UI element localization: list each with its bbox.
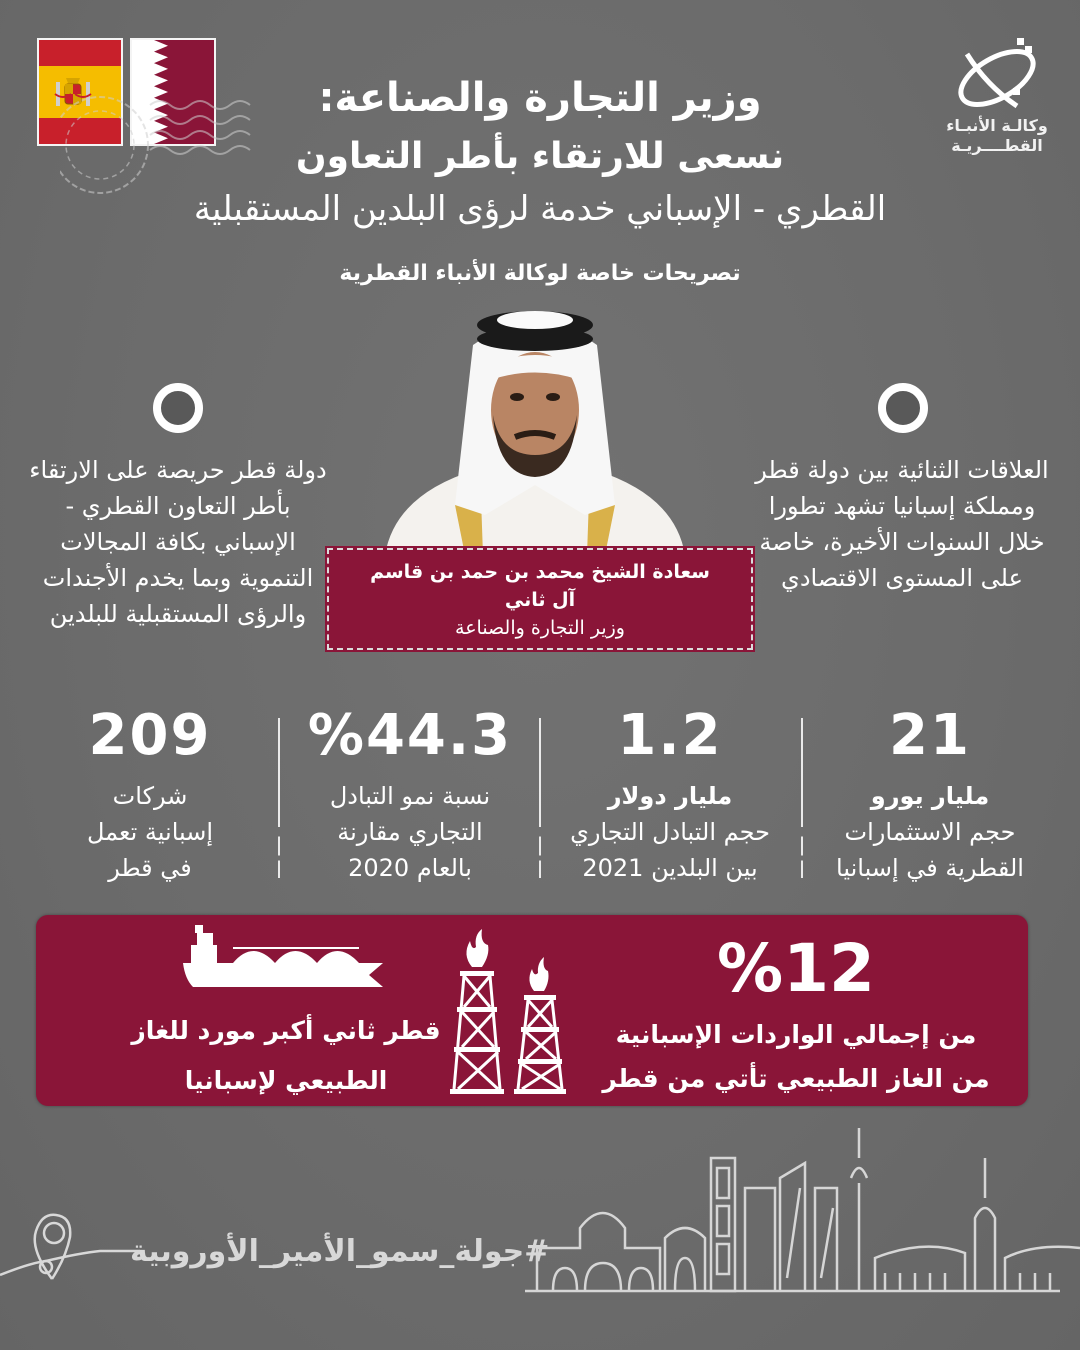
stat-desc: شركات: [112, 782, 188, 810]
hashtag: #جولة_سمو_الأمير_الأوروبية: [130, 1234, 550, 1269]
gas-supplier-text2: الطبيعي لإسبانيا: [184, 1066, 388, 1095]
stat-trade-volume: [540, 700, 800, 890]
stat-unit: مليار يورو: [870, 782, 990, 810]
location-pin-route-icon: [0, 1205, 140, 1305]
statement-left: دولة قطر حريصة على الارتقاء بأطر التعاون القطري - الإسباني بكافة المجالات التنموية وبما يخدم الأجندات والرؤى المستقبلية للبلدين: [29, 456, 327, 628]
logo-name-line2: القطــــريـة: [951, 136, 1043, 155]
stat-value: 1.2: [617, 703, 723, 768]
minister-role: وزير التجارة والصناعة: [455, 617, 625, 639]
gas-rig-flare-icon: [448, 927, 568, 1097]
stat-desc: بين البلدين 2021: [582, 854, 758, 882]
minister-portrait: [385, 305, 685, 555]
gas-share-text1: من إجمالي الواردات الإسبانية: [615, 1020, 977, 1049]
stat-divider: [801, 718, 803, 878]
gas-share-value: %12: [717, 930, 875, 1007]
gas-share-text2: من الغاز الطبيعي تأتي من قطر: [602, 1064, 990, 1093]
stat-value: %44.3: [307, 703, 513, 768]
lng-tanker-ship-icon: [183, 923, 389, 995]
headline-subtitle: تصريحات خاصة لوكالة الأنباء القطرية: [339, 261, 741, 286]
stat-desc: حجم الاستثمارات: [844, 818, 1016, 846]
gas-supplier-text1: قطر ثاني أكبر مورد للغاز: [131, 1016, 441, 1045]
minister-name-line2: آل ثاني: [504, 589, 576, 611]
stat-investments: [800, 700, 1060, 890]
stat-desc: نسبة نمو التبادل: [329, 782, 491, 810]
stat-desc: في قطر: [108, 854, 192, 882]
stat-divider: [539, 718, 541, 878]
bullet-ring-icon: [878, 383, 928, 433]
stat-spanish-companies: [20, 700, 280, 890]
stat-unit: مليار دولار: [607, 782, 733, 810]
stat-trade-growth: [280, 700, 540, 890]
stat-desc: التجاري مقارنة: [337, 818, 483, 846]
gas-share-block: [586, 929, 1006, 1097]
headline-line3: القطري - الإسباني خدمة لرؤى البلدين المستقبلية: [193, 189, 887, 229]
minister-caption: [327, 548, 753, 650]
headline-title: وزير التجارة والصناعة:: [318, 75, 762, 121]
stat-desc: القطرية في إسبانيا: [836, 854, 1024, 882]
headline-line2: نسعى للارتقاء بأطر التعاون: [295, 136, 785, 177]
gas-panel: [36, 915, 1028, 1106]
headline-block: [120, 70, 960, 294]
stat-desc: حجم التبادل التجاري: [570, 818, 770, 846]
stat-value: 209: [88, 703, 212, 768]
stat-desc: إسبانية تعمل: [86, 818, 214, 846]
statement-right: العلاقات الثنائية بين دولة قطر ومملكة إسبانيا تشهد تطورا خلال السنوات الأخيرة، خاصة على المستوى الاقتصادي: [755, 456, 1049, 592]
stat-desc: بالعام 2020: [348, 854, 472, 882]
stat-divider: [278, 718, 280, 878]
minister-name-line1: سعادة الشيخ محمد بن حمد بن قاسم: [370, 561, 710, 583]
madrid-skyline-icon: [525, 1118, 1080, 1298]
stat-value: 21: [889, 703, 971, 768]
qna-orbit-logo-icon: [947, 36, 1047, 116]
gas-supplier-block: [96, 915, 476, 1099]
bullet-ring-icon: [153, 383, 203, 433]
logo-name-line1: وكالـة الأنبـاء: [946, 116, 1048, 135]
